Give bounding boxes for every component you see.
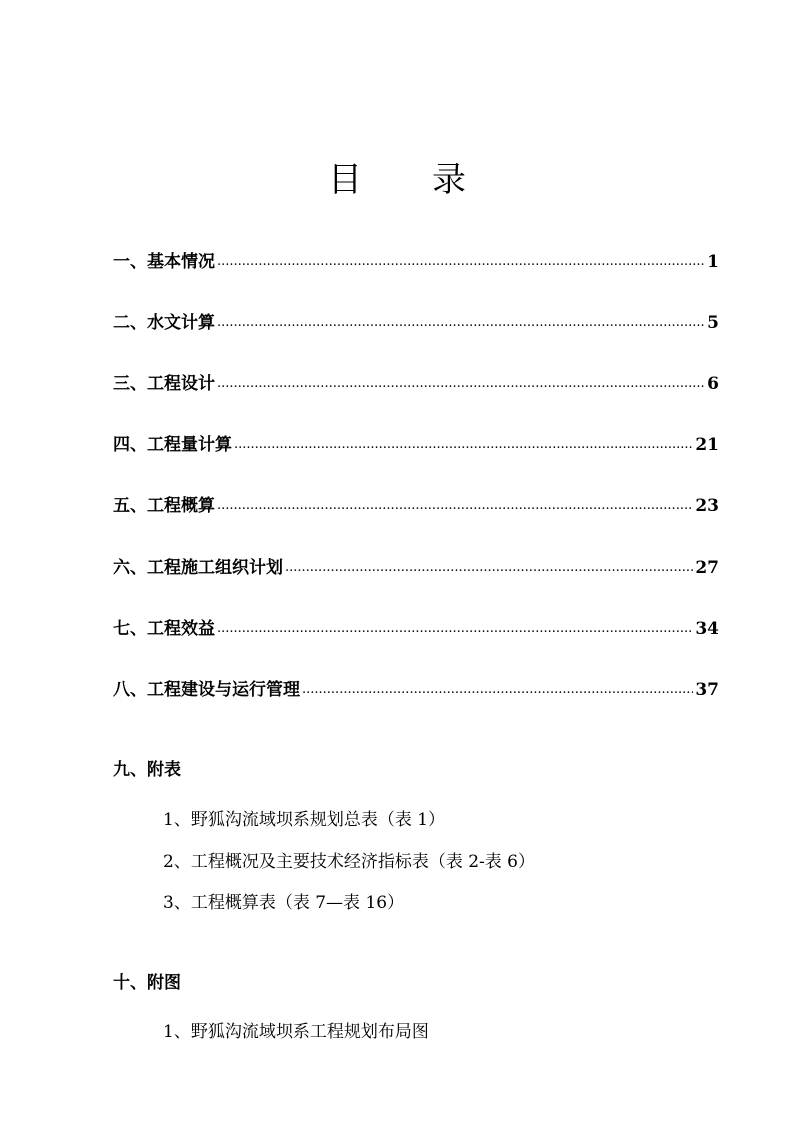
toc-leader-dots: [285, 558, 693, 578]
appendix-figures-heading: 十、附图: [113, 973, 181, 993]
toc-leader-dots: [217, 374, 705, 394]
toc-entry-page: 27: [695, 558, 719, 578]
toc-entry-page: 37: [695, 680, 719, 700]
toc-entry-page: 6: [707, 374, 719, 394]
toc-entry-label: 六、工程施工组织计划: [113, 558, 283, 578]
toc-leader-dots: [217, 252, 705, 272]
toc-entry-page: 34: [695, 619, 719, 639]
toc-entry-label: 七、工程效益: [113, 619, 215, 639]
toc-leader-dots: [302, 680, 693, 700]
toc-entry-label: 五、工程概算: [113, 496, 215, 516]
toc-leader-dots: [217, 496, 693, 516]
toc-entry-label: 一、基本情况: [113, 252, 215, 272]
toc-entry-label: 四、工程量计算: [113, 435, 232, 455]
toc-leader-dots: [217, 313, 705, 333]
toc-entry[interactable]: [113, 431, 719, 455]
toc-entry-page: 1: [707, 252, 719, 272]
toc-entry[interactable]: [113, 370, 719, 394]
toc-entry-page: 23: [695, 496, 719, 516]
toc-entry[interactable]: [113, 248, 719, 272]
toc-entry[interactable]: [113, 309, 719, 333]
toc-entry-label: 八、工程建设与运行管理: [113, 680, 300, 700]
appendix-tables-heading: 九、附表: [113, 760, 181, 780]
toc-leader-dots: [217, 619, 693, 639]
toc-entry-label: 二、水文计算: [113, 313, 215, 333]
appendix-figure-item: 1、野狐沟流域坝系工程规划布局图: [163, 1022, 429, 1042]
toc-entry[interactable]: [113, 615, 719, 639]
toc-entry-page: 21: [695, 435, 719, 455]
appendix-table-item: 3、工程概算表（表 7—表 16）: [163, 893, 405, 913]
page-title: [0, 152, 794, 201]
title-char-1: 目: [328, 160, 362, 200]
toc-entry[interactable]: [113, 492, 719, 516]
appendix-table-item: 1、野狐沟流域坝系规划总表（表 1）: [163, 810, 446, 830]
toc-entry[interactable]: [113, 554, 719, 578]
appendix-table-item: 2、工程概况及主要技术经济指标表（表 2-表 6）: [163, 852, 535, 872]
toc-leader-dots: [234, 435, 693, 455]
toc-entry-page: 5: [707, 313, 719, 333]
toc-entry-label: 三、工程设计: [113, 374, 215, 394]
title-char-2: 录: [432, 160, 466, 200]
toc-entry[interactable]: [113, 676, 719, 700]
